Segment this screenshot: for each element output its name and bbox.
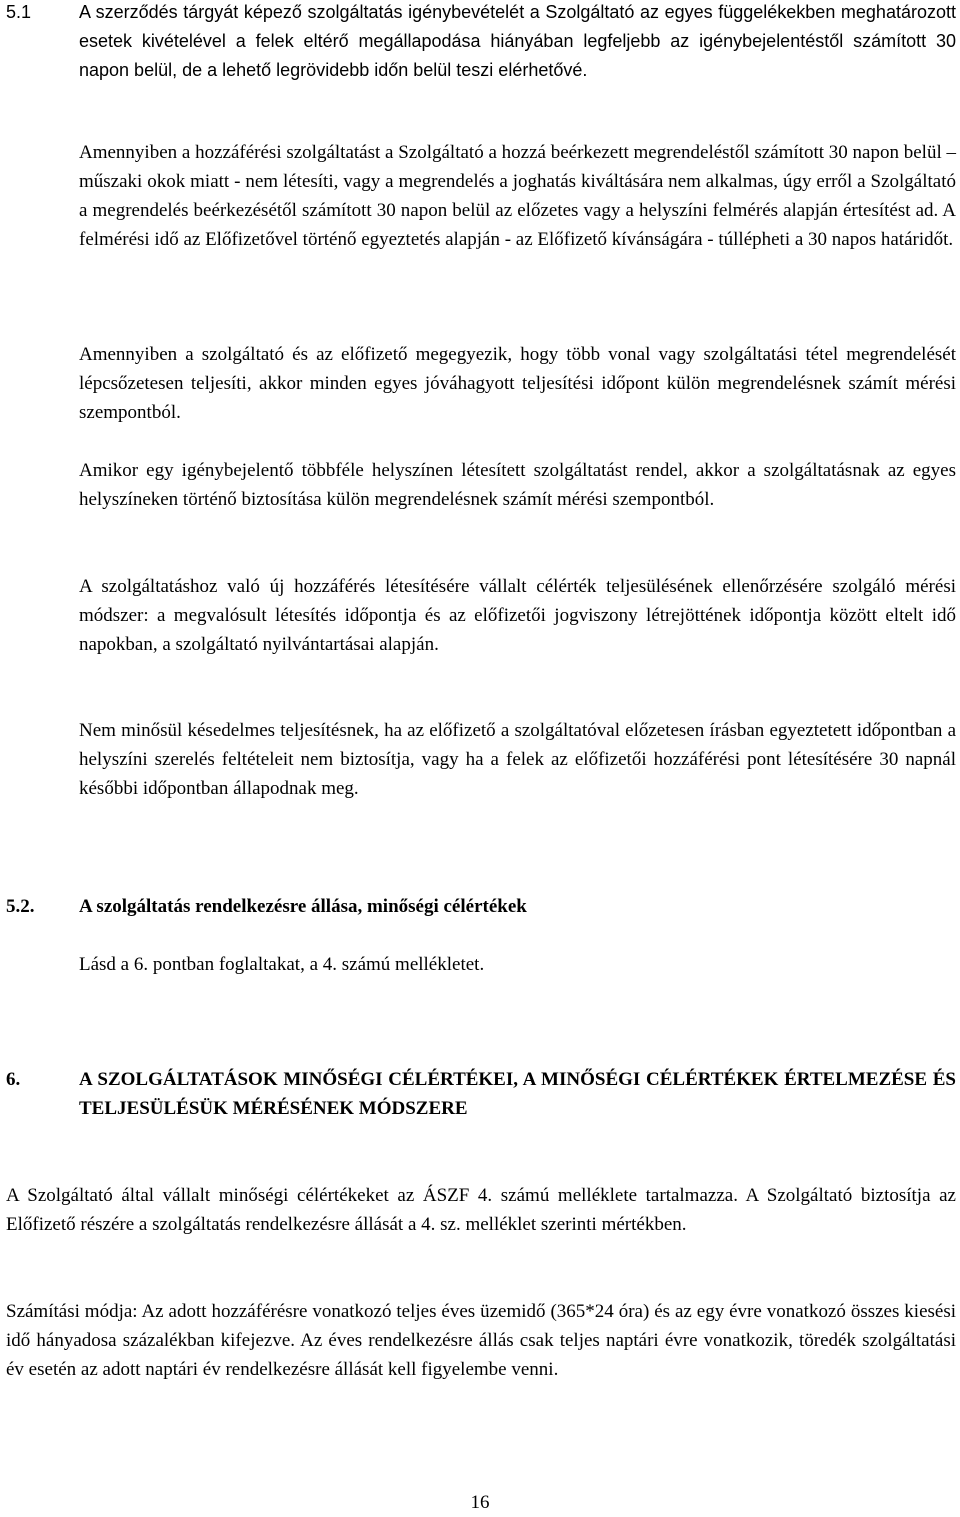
section-6-paragraph-1: A Szolgáltató által vállalt minőségi célértékeket az ÁSZF 4. számú melléklete tartalmazza. A Szolgáltató biztosítja az Előfizető részére a szolgáltatás rendelkezésre állását a 4. sz. melléklet szerinti mértékben.: [6, 1185, 956, 1235]
paragraph-not-delayed: Nem minősül késedelmes teljesítésnek, ha az előfizető a szolgáltatóval előzetesen írásban egyeztetett időpontban a helyszíni szerelés feltételeit nem biztosítja, vagy ha a felek az előfizetői hozzáférési pont létesítésére 30 napnál későbbi időpontban állapodnak meg.: [79, 720, 956, 799]
section-number-5-1: 5.1: [6, 2, 32, 22]
section-5-1-paragraph: A szerződés tárgyát képező szolgáltatás igénybevételét a Szolgáltató az egyes függelékekben meghatározott esetek kivételével a felek eltérő megállapodása hiányában legfeljebb az igénybejelentéstől számított 30 napon belül, de a lehető legrövidebb időn belül teszi elérhetővé.: [79, 2, 956, 80]
section-5-2-text: Lásd a 6. pontban foglaltakat, a 4. számú mellékletet.: [79, 954, 485, 975]
paragraph-measurement-method: A szolgáltatáshoz való új hozzáférés létesítésére vállalt célérték teljesülésének ellenőrzésére szolgáló mérési módszer: a megvalósult létesítés időpontja és az előfizetői jogviszony létrejöttének időpontja között eltelt idő napokban, a szolgáltató nyilvántartásai alapján.: [79, 576, 956, 655]
paragraph-multiple-locations: Amikor egy igénybejelentő többféle helyszínen létesített szolgáltatást rendel, akkor a szolgáltatásnak az egyes helyszíneken történő biztosítása külön megrendelésnek számít mérési szempontból.: [79, 460, 956, 510]
paragraph-staged-fulfillment: Amennyiben a szolgáltató és az előfizető megegyezik, hogy több vonal vagy szolgáltatási tétel megrendelését lépcsőzetesen teljesíti, akkor minden egyes jóváhagyott teljesítési időpont külön megrendelésnek számít mérési szempontból.: [79, 344, 956, 423]
page-number: 16: [470, 1492, 490, 1513]
section-5-2-title: A szolgáltatás rendelkezésre állása, minőségi célértékek: [79, 896, 527, 917]
section-6-title: A SZOLGÁLTATÁSOK MINŐSÉGI CÉLÉRTÉKEI, A MINŐSÉGI CÉLÉRTÉKEK ÉRTELMEZÉSE ÉS TELJESÜLÉSÜK MÉRÉSÉNEK MÓDSZERE: [79, 1069, 956, 1119]
section-number-6: 6.: [6, 1069, 21, 1090]
section-6-paragraph-2: Számítási módja: Az adott hozzáférésre vonatkozó teljes éves üzemidő (365*24 óra) és az egy évre vonatkozó összes kiesési idő hányadosa százalékban kifejezve. Az éves rendelkezésre állás csak teljes naptári évre vonatkozik, töredék szolgáltatási év esetén az adott naptári év rendelkezésre állását kell figyelembe venni.: [6, 1301, 956, 1380]
section-number-5-2: 5.2.: [6, 896, 35, 917]
paragraph-not-established: Amennyiben a hozzáférési szolgáltatást a Szolgáltató a hozzá beérkezett megrendeléstől számított 30 napon belül – műszaki okok miatt - nem létesíti, vagy a megrendelés a joghatás kiváltására nem alkalmas, úgy erről a Szolgáltató a megrendelés beérkezésétől számított 30 napon belül az előzetes vagy a helyszíni felmérés alapján értesítést ad. A felmérési idő az Előfizetővel történő egyeztetés alapján - az Előfizető kívánságára - túllépheti a 30 napos határidőt.: [79, 142, 956, 250]
